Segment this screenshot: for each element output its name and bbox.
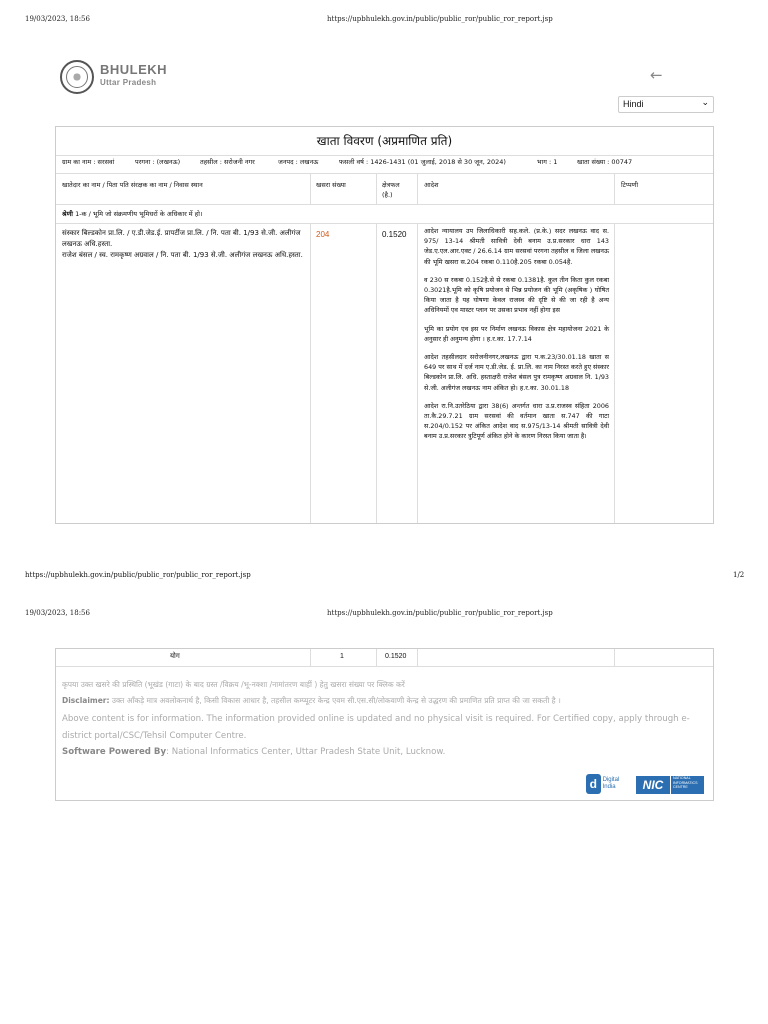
col-header-area: क्षेत्रफल bbox=[382, 181, 400, 189]
chevron-down-icon: ⌄ bbox=[701, 98, 709, 108]
print-url: https://upbhulekh.gov.in/public/public_ror/public_ror_report.jsp bbox=[327, 609, 553, 617]
print-datetime: 19/03/2023, 18:56 bbox=[25, 609, 90, 617]
order-entry: आदेश न्यायालय उप जिलाधिकारी सह.कले. (प्र.के.) सदर लखनऊ वाद स. 975/ 13-14 श्रीमती सावित्री देवी बनाम उ.प्र.सरकार धारा 143 जेड.ए.एल.आर.एक्ट / 26.6.14 ग्राम सरसवां परगना तहसील व जिला लखनऊ की भूमि खसरा स.204 रकबा 0.110है.205 रकबा 0.054है. bbox=[424, 227, 609, 266]
col-header-khasra: खसरा संख्या bbox=[316, 181, 346, 189]
logo-subtitle: Uttar Pradesh bbox=[100, 78, 157, 87]
col-header-owner: खातेदार का नाम / पिता पति संरक्षक का नाम / निवास स्थान bbox=[62, 181, 203, 189]
divider bbox=[56, 204, 713, 205]
category-text: 1-क / भूमि जो संक्रमणीय भूमिधरों के अधिकार में हो। bbox=[75, 210, 203, 218]
category-label: श्रेणी bbox=[62, 210, 73, 218]
page-number: 1/2 bbox=[733, 571, 745, 579]
col-divider bbox=[417, 649, 418, 666]
powered-by bbox=[62, 745, 712, 759]
logo-title[interactable]: BHULEKH bbox=[100, 62, 168, 77]
nic-text: NATIONAL INFORMATICS CENTRE bbox=[670, 776, 704, 794]
owner-cell bbox=[62, 228, 306, 261]
order-entry: आदेश रा.नि.उतरेठिया द्वारा 38(6) अन्तर्गत धारा उ.प्र.राजस्व संहिता 2006 ता.कै.29.7.21 ग्राम सरसवां की वर्तमान खाता स.747 की गाटा स.204/0.152 पर अंकित आदेश वाद स.975/13-14 श्रीमती सावित्री देवी बनाम उ.प्र.सरकार त्रुटिपूर्ण अंकित होने के कारण निरस्त किया जाता है। bbox=[424, 401, 609, 441]
col-divider bbox=[614, 223, 615, 523]
category-line bbox=[62, 209, 202, 218]
print-url: https://upbhulekh.gov.in/public/public_ror/public_ror_report.jsp bbox=[327, 15, 553, 23]
total-area: 0.1520 bbox=[385, 653, 407, 660]
col-divider bbox=[614, 649, 615, 666]
nic-logo[interactable] bbox=[636, 776, 706, 794]
total-count: 1 bbox=[340, 653, 344, 660]
info-janpad: जनपद : लखनऊ bbox=[278, 158, 319, 166]
digital-india-logo[interactable] bbox=[586, 773, 628, 795]
owner-entry: राजेश बंसल / स्व. रामकृष्ण अग्रवाल / नि. पता बी. 1/93 से.जी. अलीगंज लखनऊ अधि.हस्ता. bbox=[62, 251, 303, 259]
info-gram: ग्राम का नाम : सरसवां bbox=[62, 158, 115, 166]
divider bbox=[56, 666, 713, 667]
owner-entry: संस्कार बिल्डकोन प्रा.लि. / ए.डी.जेड.ई. प्रापर्टीज प्रा.लि. / नि. पता बी. 1/93 से.जी. अलीगंज लखनऊ अधि.हस्ता. bbox=[62, 229, 301, 248]
order-cell bbox=[424, 226, 609, 450]
info-bhag: भाग : 1 bbox=[537, 158, 558, 166]
info-khata: खाता संख्या : 00747 bbox=[577, 158, 633, 166]
col-divider bbox=[376, 173, 377, 204]
col-header-area-unit: (है.) bbox=[382, 191, 393, 199]
english-note: Above content is for information. The information provided online is updated and no physical visit is required. For Certified copy, apply through e-district portal/CSC/Tehsil Computer Centre. bbox=[62, 714, 690, 741]
col-header-remark: टिप्पणी bbox=[621, 181, 639, 189]
col-header-order: आदेश bbox=[424, 181, 439, 189]
info-pargana: परगना : (लखनऊ) bbox=[135, 158, 181, 166]
col-divider bbox=[417, 173, 418, 204]
language-selected: Hindi bbox=[623, 99, 644, 109]
col-divider bbox=[614, 173, 615, 204]
disclaimer bbox=[62, 694, 712, 708]
nic-mark: NIC bbox=[636, 776, 670, 794]
col-divider bbox=[376, 223, 377, 523]
print-datetime: 19/03/2023, 18:56 bbox=[25, 15, 90, 23]
up-emblem-icon[interactable] bbox=[60, 60, 94, 94]
khasra-link[interactable]: 204 bbox=[316, 230, 330, 239]
col-divider bbox=[417, 223, 418, 523]
digital-india-icon: d bbox=[586, 774, 601, 794]
status-hint: कृपया उक्त खसरे की प्रस्थिति (भूखंड (गाटा) के बाद ग्रस्त /विक्रय /भू-नक्शा /नामांतरण बाहीं ) हेतु खसरा संख्या पर क्लिक करें bbox=[62, 680, 405, 689]
info-tehsil: तहसील : सरोजनी नगर bbox=[200, 158, 255, 166]
order-entry: व 230 स रकबा 0.152है.से से रकबा 0.1381है. कुल तीन किता कुल रकबा 0.3021है.भूमि को कृषि प्रयोजन से भिन्न प्रयोजन की भूमि (अकृषिक ) घोषित किया जाता है यह घोषणा केवल राजस्व की दृष्टि से की जा रही है अन्य अधिनियमों एव मास्टर प्लान पर उसका प्रभाव नहीं होगा इस bbox=[424, 275, 609, 315]
order-entry: भूमि का प्रयोग एव इस पर निर्माण लखनऊ विकास क्षेत्र महायोजना 2021 के अनुसार ही अनुमन्य होगा । ह.र.का. 17.7.14 bbox=[424, 324, 609, 343]
total-label: योग bbox=[170, 652, 180, 660]
col-divider bbox=[310, 173, 311, 204]
area-value: 0.1520 bbox=[382, 230, 407, 239]
back-arrow-icon[interactable]: ← bbox=[650, 66, 663, 84]
col-divider bbox=[376, 649, 377, 666]
disclaimer-text: उक्त आँकड़े मात्र अवलोकनार्थ है, किसी विकास आधार है, तहसील कम्प्यूटर केन्द्र एवम सी.एस.सी/लोकवाणी केन्द्र से उद्धरण की प्रमाणित प्रति प्राप्त की जा सकती है । bbox=[111, 696, 561, 705]
report-title: खाता विवरण (अप्रमाणित प्रति) bbox=[56, 127, 713, 156]
language-select[interactable] bbox=[618, 96, 714, 113]
digital-india-text: Digital India bbox=[602, 777, 620, 790]
footer-url: https://upbhulekh.gov.in/public/public_ror/public_ror_report.jsp bbox=[25, 571, 251, 579]
order-entry: आदेश तहसीलदार सरोजनीनगर,लखनऊ द्वारा प.क.23/30.01.18 खाता स 649 पर साथ में दर्ज नाम ए.डी.जेड. ई. प्रा.लि. का नाम निरस्त करते हुए संस्कार बिल्डकोन प्रा.लि. अधि. हस्ताक्षरी राजेश बंसल पुत्र रामकृष्ण अग्रवाल नि. 1/93 से.जी. अलीगंज लखनऊ नाम अंकित हो। ह.र.का. 30.01.18 bbox=[424, 353, 609, 392]
info-fasli: फसली वर्ष : 1426-1431 (01 जुलाई, 2018 से 30 जून, 2024) bbox=[339, 158, 506, 166]
disclaimer-label: Disclaimer: bbox=[62, 696, 110, 705]
powered-label: Software Powered By bbox=[62, 747, 167, 757]
powered-text: : National Informatics Center, Uttar Pradesh State Unit, Lucknow. bbox=[166, 747, 446, 757]
col-divider bbox=[310, 223, 311, 523]
col-divider bbox=[310, 649, 311, 666]
